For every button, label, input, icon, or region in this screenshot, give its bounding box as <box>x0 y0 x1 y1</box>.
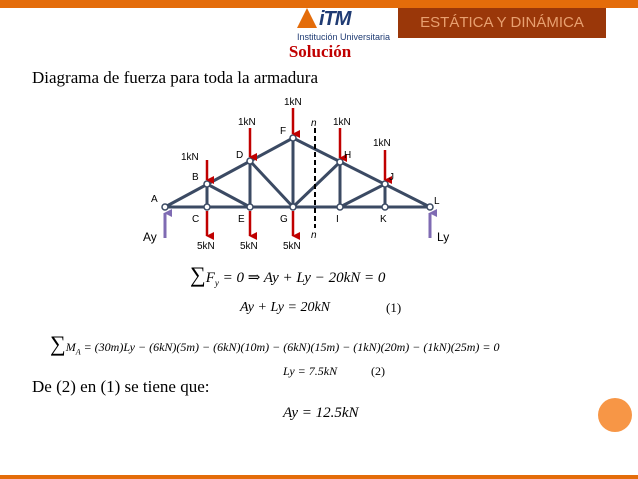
decorative-circle <box>598 398 632 432</box>
logo-mark: iTM <box>319 8 351 30</box>
section-label-top: n <box>311 118 317 129</box>
sum-symbol: ∑ <box>50 331 66 356</box>
logo-subtitle: Institución Universitaria <box>297 32 391 42</box>
equation-2-number: (2) <box>371 364 385 378</box>
reaction-label-ay: Ay <box>143 230 157 244</box>
section-label-bottom: n <box>311 230 317 241</box>
equation-sum-fy: $\sum F_y = 0$ ⇒ Ay + Ly − 20kN = 0 <box>190 262 386 288</box>
reaction-arrows <box>165 213 430 238</box>
load-label-f: 1kN <box>284 97 302 108</box>
node-label-d: D <box>236 150 244 161</box>
node-label-a: A <box>151 194 158 205</box>
node-label-e: E <box>238 214 245 225</box>
load-label-d: 1kN <box>238 117 256 128</box>
node-label-g: G <box>280 214 288 225</box>
node-label-b: B <box>192 172 199 183</box>
node-label-h: H <box>344 150 352 161</box>
node-label-k: K <box>380 214 387 225</box>
load-label-e: 5kN <box>240 241 258 252</box>
node-label-j: J <box>389 172 394 183</box>
course-label: ESTÁTICA Y DINÁMICA <box>420 14 584 31</box>
reaction-label-ly: Ly <box>437 230 450 244</box>
equation-moment-a: $\sum M_A = (30m)Ly - (6kN)(5m) - (6kN)(10m) - (6kN)(15m) - (1kN)(20m) - (1kN)(25m) = 0$ <box>50 331 500 357</box>
equation-1: Ay + Ly = 20kN <box>240 300 331 315</box>
load-label-j: 1kN <box>373 138 391 149</box>
section-title: Solución <box>288 42 352 61</box>
load-label-b: 1kN <box>181 152 199 163</box>
sum-symbol: ∑ <box>190 262 206 287</box>
load-label-g: 5kN <box>283 241 301 252</box>
node-label-l: L <box>434 196 440 207</box>
load-label-c: 5kN <box>197 241 215 252</box>
equation-1-number: (1) <box>386 300 402 315</box>
node-label-i: I <box>336 214 339 225</box>
equation-2: Ly = 7.5kN <box>283 364 338 378</box>
node-label-c: C <box>192 214 200 225</box>
load-label-h: 1kN <box>333 117 351 128</box>
diagram-title: Diagrama de fuerza para toda la armadura <box>32 68 318 87</box>
node-label-f: F <box>280 126 287 137</box>
equation-result-ay: Ay = 12.5kN <box>283 405 359 421</box>
bottom-accent-bar <box>0 475 638 479</box>
conclusion-text: De (2) en (1) se tiene que: <box>32 377 210 396</box>
